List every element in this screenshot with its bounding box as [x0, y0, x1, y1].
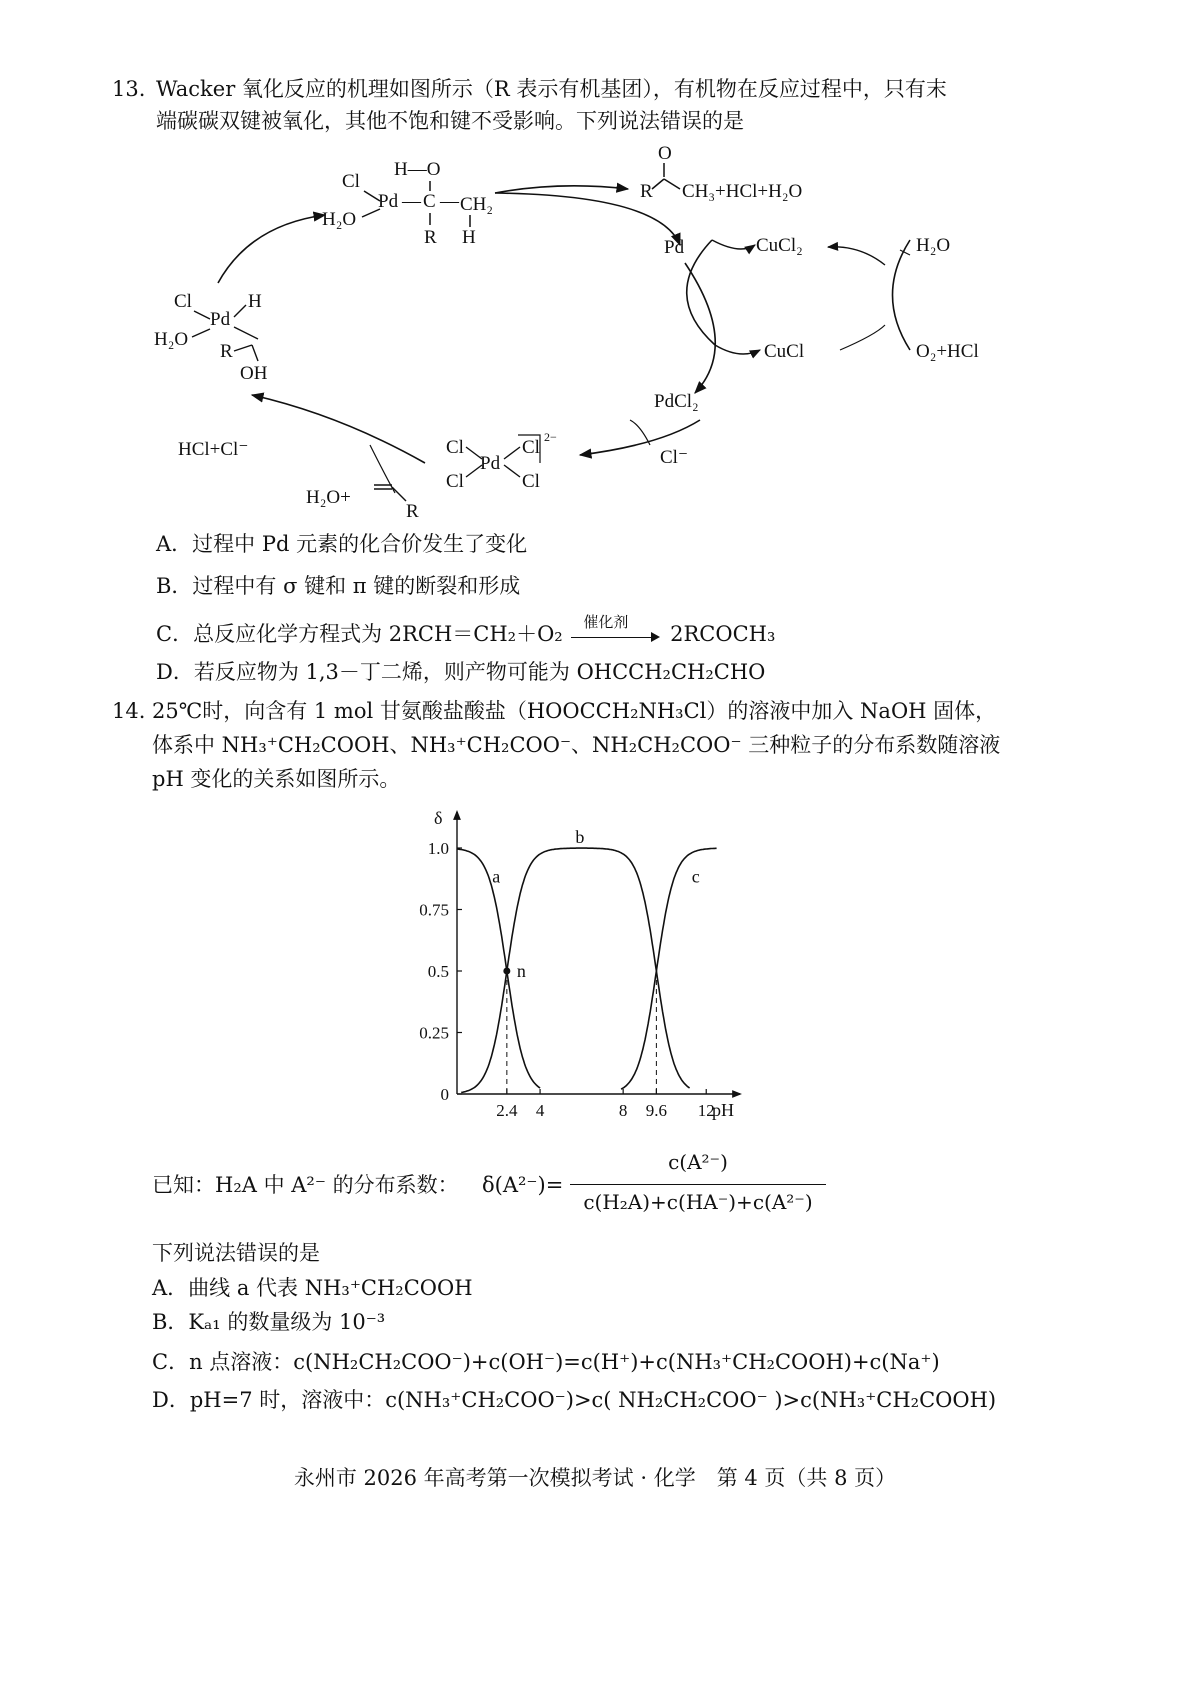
- q14-option-a: A．曲线 a 代表 NH₃⁺CH₂COOH: [152, 1276, 473, 1300]
- svg-text:—: —: [440, 191, 459, 212]
- svg-text:Pd: Pd: [378, 191, 399, 212]
- cl-minus-label: Cl⁻: [660, 447, 688, 468]
- svg-text:—: —: [402, 191, 421, 212]
- arrow-to-cucl2-in: [712, 240, 755, 249]
- product-label: CH₃+HCl+H₂O: [682, 181, 803, 202]
- fraction-denominator: c(H₂A)+c(HA⁻)+c(A²⁻): [583, 1190, 813, 1214]
- distribution-chart: [400, 800, 760, 1130]
- arrow-to-cucl: [715, 345, 760, 354]
- q14-stem-line1: 25℃时，向含有 1 mol 甘氨酸盐酸盐（HOOCCH₂NH₃Cl）的溶液中加入 NaOH 固体，: [152, 699, 997, 723]
- arrow-to-product: [495, 186, 628, 193]
- svg-text:R: R: [640, 181, 653, 202]
- page-footer: 永州市 2026 年高考第一次模拟考试 · 化学 第 4 页（共 8 页）: [293, 1466, 897, 1490]
- catalyst-label: 催化剂: [583, 612, 629, 631]
- svg-text:Cl: Cl: [174, 291, 192, 312]
- svg-text:R: R: [424, 227, 437, 248]
- water-plus-label: H₂O+: [306, 487, 351, 508]
- q13-option-c-suffix: 2RCOCH₃: [670, 622, 776, 646]
- curve-label-c: c: [691, 866, 700, 887]
- svg-text:R: R: [406, 501, 419, 522]
- y-tick-label: 0.75: [419, 900, 449, 920]
- pdcl2-label: PdCl₂: [654, 391, 699, 412]
- arrow-enol-to-top: [218, 215, 325, 283]
- ketone-product: [640, 145, 802, 202]
- x-tick-label: 2.4: [496, 1101, 518, 1120]
- point-n: [503, 968, 510, 975]
- q13-number: 13.: [112, 77, 146, 101]
- svg-text:Cl: Cl: [446, 437, 464, 458]
- cu-arc-right: [893, 240, 911, 350]
- water-label: H₂O: [916, 235, 951, 256]
- hcl-cl-label: HCl+Cl⁻: [178, 439, 249, 460]
- cl-in-arrow: [630, 420, 650, 445]
- q13-option-c: [156, 612, 776, 648]
- svg-text:OH: OH: [240, 363, 268, 384]
- cucl-to-cycle: [840, 325, 885, 350]
- pd-label: Pd: [664, 237, 685, 258]
- x-tick-label: 9.6: [645, 1101, 668, 1120]
- pdcl4-complex: [446, 430, 557, 492]
- o2-hcl-label: O₂+HCl: [916, 341, 979, 362]
- y-tick-label: 0.25: [419, 1023, 449, 1043]
- svg-text:H—O: H—O: [394, 159, 441, 180]
- svg-text:C: C: [423, 191, 436, 212]
- svg-text:H: H: [462, 227, 476, 248]
- svg-text:H₂O: H₂O: [154, 329, 189, 350]
- q14-option-b: B．Kₐ₁ 的数量级为 10⁻³: [152, 1310, 386, 1334]
- cucl2-label: CuCl₂: [756, 235, 803, 256]
- x-axis-label: pH: [712, 1100, 734, 1120]
- fraction-bar: [570, 1184, 826, 1185]
- q13-option-c-prefix: C．总反应化学方程式为 2RCH＝CH₂＋O₂: [156, 622, 563, 646]
- y-tick-label: 0: [440, 1085, 449, 1104]
- curve-label-a: a: [492, 866, 501, 887]
- svg-text:Cl: Cl: [446, 471, 464, 492]
- q13-option-b: B．过程中有 σ 键和 π 键的断裂和形成: [156, 574, 521, 598]
- alkene-in-arrow: [370, 445, 395, 493]
- q14-prompt: 下列说法错误的是: [152, 1241, 320, 1265]
- curve-c: [621, 848, 717, 1089]
- arrow-to-cucl2: [828, 247, 885, 265]
- svg-text:H: H: [248, 291, 262, 312]
- catalyst-arrow: [569, 612, 663, 647]
- svg-text:Cl: Cl: [342, 171, 360, 192]
- svg-text:Cl: Cl: [522, 437, 540, 458]
- svg-text:O: O: [658, 145, 672, 164]
- curve-label-b: b: [575, 827, 585, 848]
- complex-charge: 2−: [544, 430, 557, 444]
- svg-text:H₂O: H₂O: [322, 209, 357, 230]
- wacker-mechanism-diagram: [140, 145, 1040, 525]
- y-tick-label: 1.0: [427, 839, 449, 858]
- svg-text:Cl: Cl: [522, 471, 540, 492]
- q14-known-lhs: δ(A²⁻)=: [482, 1173, 564, 1197]
- svg-text:R: R: [220, 341, 233, 362]
- q14-option-c: C．n 点溶液：c(NH₂CH₂COO⁻)+c(OH⁻)=c(H⁺)+c(NH₃⁺CH₂COOH)+c(Na⁺): [152, 1350, 940, 1374]
- x-tick-label: 8: [618, 1101, 628, 1120]
- q13-stem-line1: Wacker 氧化反应的机理如图所示（R 表示有机基团），有机物在反应过程中，只有末: [156, 77, 947, 101]
- svg-text:Pd: Pd: [480, 453, 501, 474]
- q14-number: 14.: [112, 699, 146, 723]
- q14-stem-line2: 体系中 NH₃⁺CH₂COOH、NH₃⁺CH₂COO⁻、NH₂CH₂COO⁻ 三种粒子的分布系数随溶液: [152, 733, 1001, 757]
- cu-arc-left: [687, 240, 715, 345]
- pd-enol-complex: [154, 291, 268, 384]
- q13-stem-line2: 端碳碳双键被氧化，其他不饱和键不受影响。下列说法错误的是: [156, 109, 744, 133]
- cucl-label: CuCl: [764, 341, 805, 362]
- fraction-numerator: c(A²⁻): [668, 1150, 728, 1174]
- q14-option-d: D．pH=7 时，溶液中：c(NH₃⁺CH₂COO⁻)>c( NH₂CH₂COO⁻ )>c(NH₃⁺CH₂COOH): [152, 1388, 997, 1412]
- point-n-label: n: [516, 961, 526, 981]
- q13-option-a: A．过程中 Pd 元素的化合价发生了变化: [156, 532, 528, 556]
- y-tick-label: 0.5: [427, 962, 449, 981]
- q14-stem-line3: pH 变化的关系如图所示。: [152, 767, 401, 791]
- q14-known-prefix: 已知：H₂A 中 A²⁻ 的分布系数：: [152, 1173, 459, 1197]
- x-tick-label: 12: [697, 1101, 715, 1120]
- y-axis-label: δ: [434, 808, 443, 828]
- svg-text:Pd: Pd: [210, 309, 231, 330]
- arrow-complex-to-enol: [252, 395, 425, 463]
- pd-alkoxy-complex: [322, 159, 493, 248]
- x-tick-label: 4: [535, 1101, 545, 1120]
- svg-text:CH₂: CH₂: [460, 194, 494, 215]
- q13-option-d: D．若反应物为 1,3－丁二烯，则产物可能为 OHCCH₂CH₂CHO: [156, 660, 766, 684]
